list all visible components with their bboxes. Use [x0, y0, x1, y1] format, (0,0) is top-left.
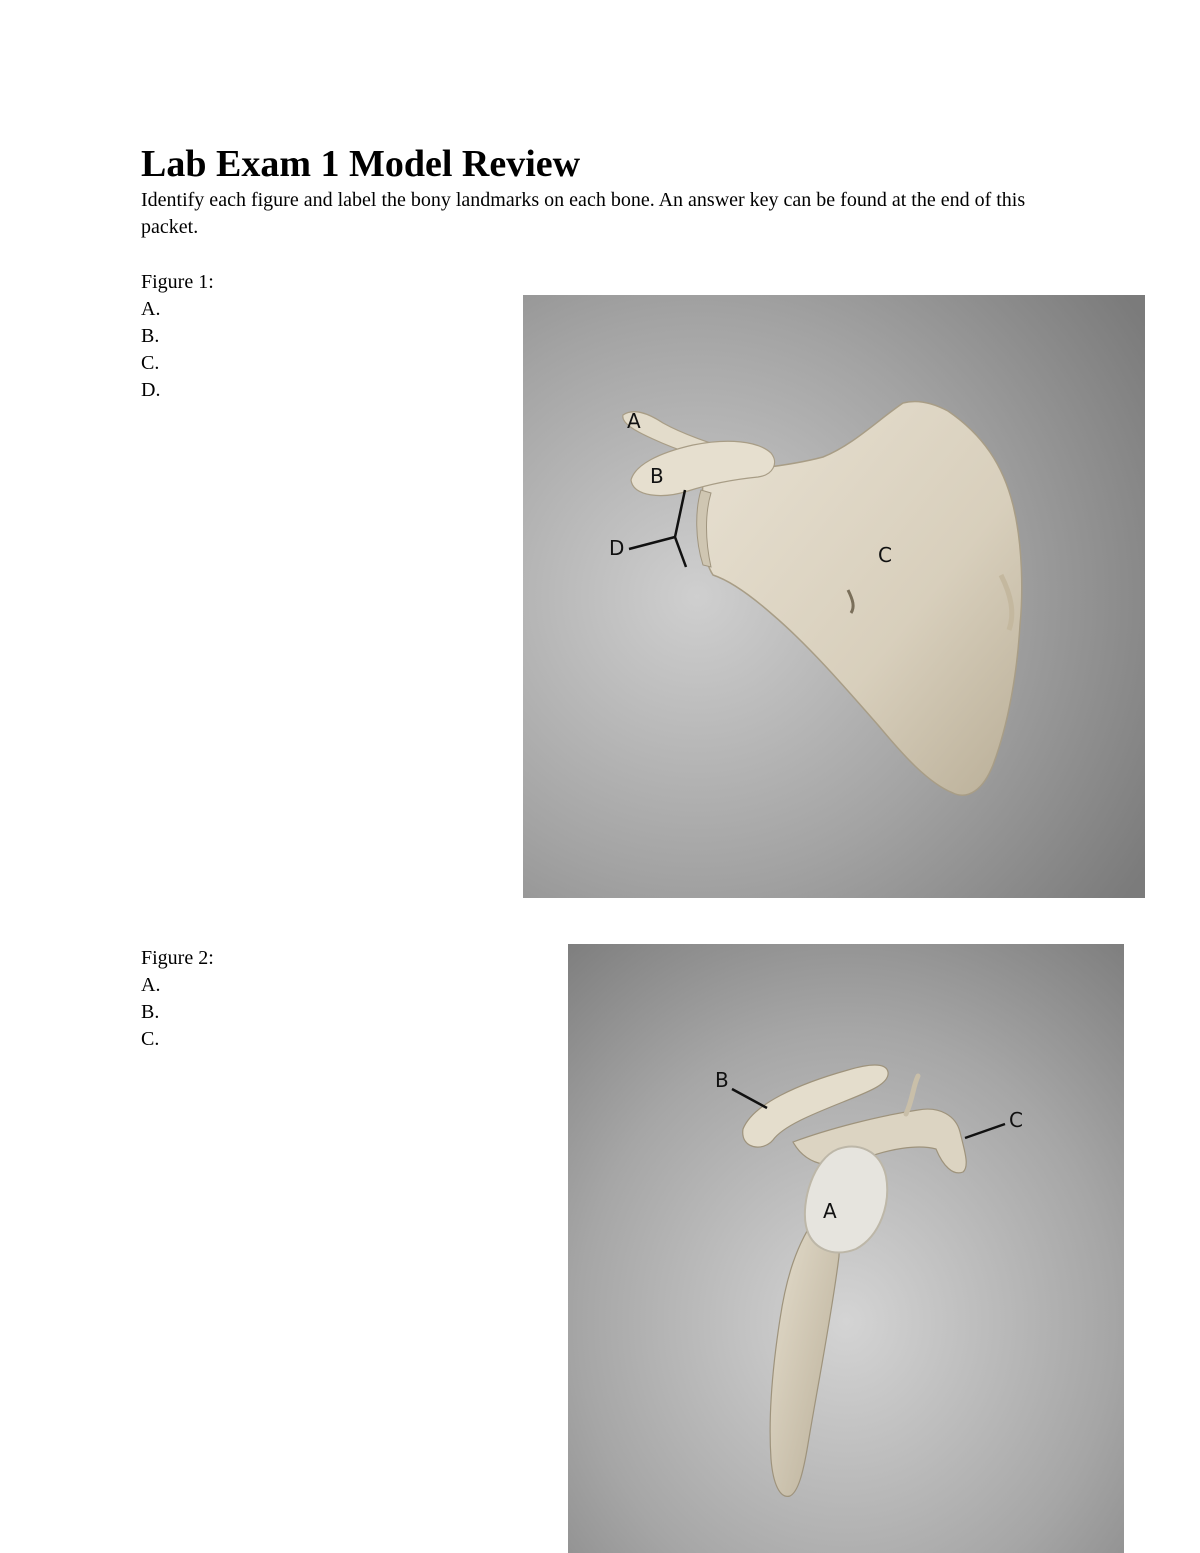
instructions-text: Identify each figure and label the bony landmarks on each bone. An answer key can be found at the end of this packet.	[141, 189, 1026, 238]
figure-1-blank-c: C.	[141, 352, 160, 374]
figure-2-label-c: C	[1009, 1108, 1023, 1132]
figure-2-heading: Figure 2:	[141, 947, 214, 969]
figure-1-label-a: A	[627, 409, 641, 433]
figure-2-blank-b: B.	[141, 1001, 160, 1023]
figure-1-label-b: B	[650, 464, 664, 488]
figure-2-blank-a: A.	[141, 974, 161, 996]
figure-2-scapula-lateral-image	[568, 944, 1124, 1553]
figure-1-scapula-image	[523, 295, 1145, 898]
figure-1-blank-a: A.	[141, 298, 161, 320]
figure-1-label-d: D	[609, 536, 625, 560]
figure-2-label-b: B	[715, 1068, 729, 1092]
page-title: Lab Exam 1 Model Review	[141, 143, 581, 185]
figure-1-heading: Figure 1:	[141, 271, 214, 293]
figure-2-label-a: A	[823, 1199, 837, 1223]
figure-2-blank-c: C.	[141, 1028, 160, 1050]
figure-1-answer-list	[141, 269, 214, 404]
figure-1-blank-b: B.	[141, 325, 160, 347]
figure-2-answer-list	[141, 945, 214, 1053]
figure-1-label-c: C	[878, 543, 892, 567]
figure-1-blank-d: D.	[141, 379, 161, 401]
